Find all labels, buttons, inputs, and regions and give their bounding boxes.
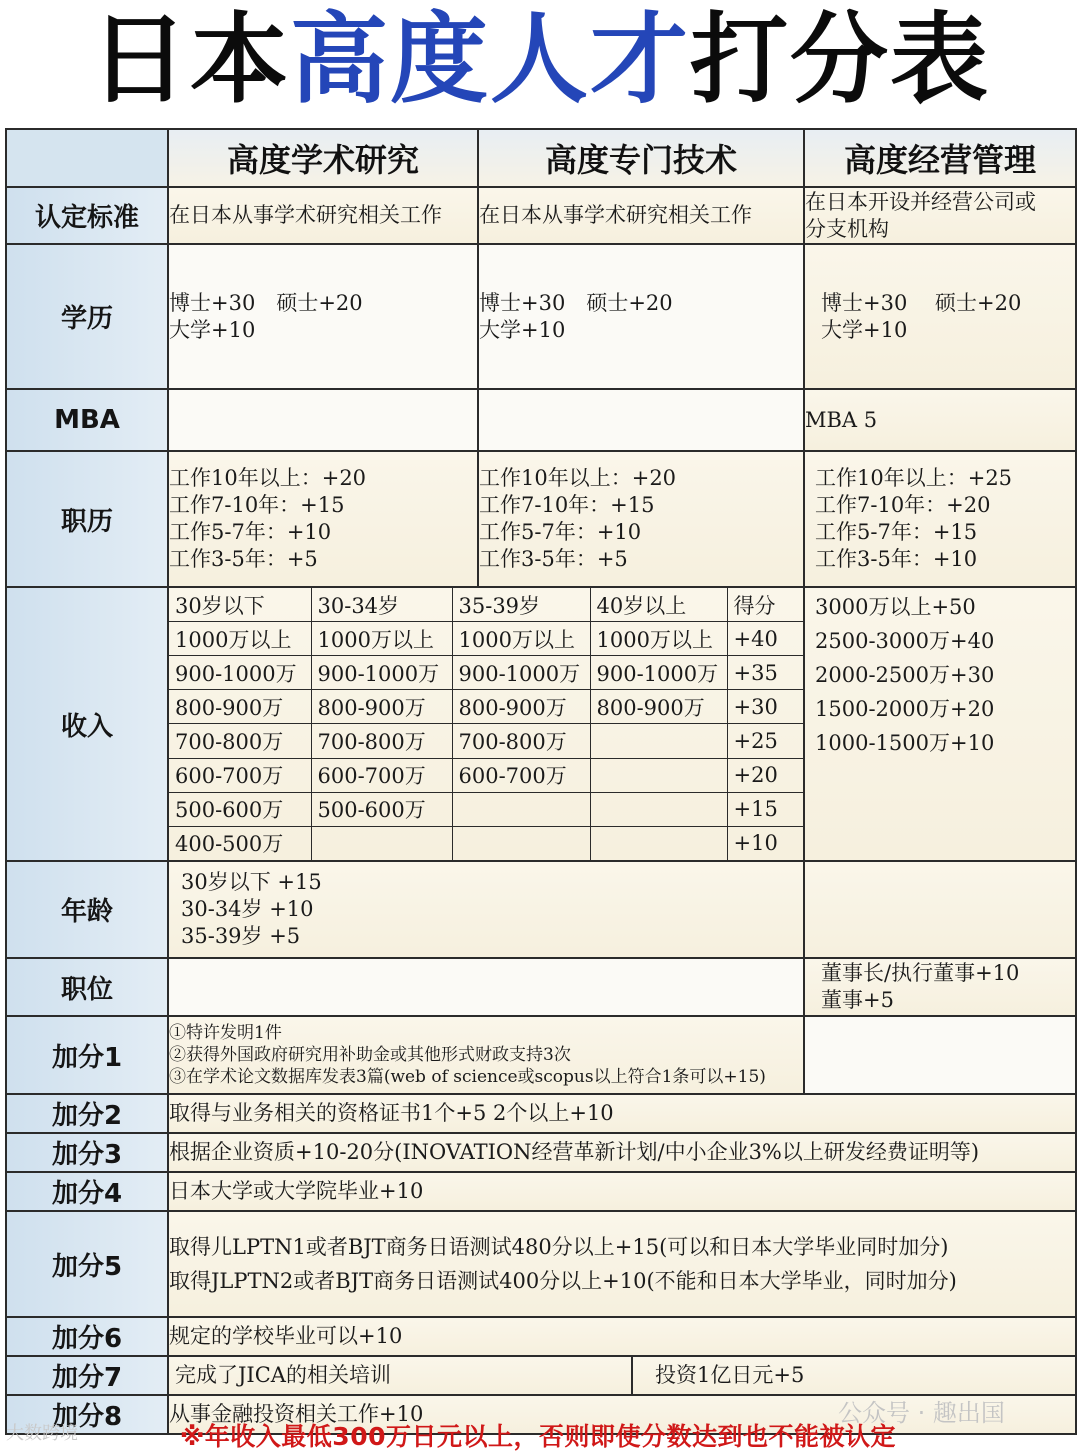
text-line: 博士+30 硕士+20	[169, 290, 363, 315]
income-management	[804, 587, 1076, 861]
career-academic	[168, 451, 478, 587]
text-line: 2500-3000万+40	[815, 629, 995, 653]
income-range-cell: 700-800万	[452, 724, 590, 758]
text-line: 35-39岁 +5	[181, 924, 301, 948]
mba-technical	[478, 389, 804, 451]
row-bonus1	[6, 1016, 1076, 1094]
income-range-cell	[590, 758, 727, 792]
position-empty	[168, 958, 804, 1016]
text-line: 工作3-5年：+5	[479, 547, 628, 571]
text-line: 董事+5	[821, 988, 894, 1012]
row-bonus5	[6, 1211, 1076, 1317]
income-range-cell: 900-1000万	[169, 656, 311, 690]
row-bonus3	[6, 1133, 1076, 1172]
income-management-list	[805, 588, 1075, 762]
text-line: 在日本开设并经营公司或	[805, 189, 1036, 214]
text-line: 取得儿LPTN1或者BJT商务日语测试480分以上+15(可以和日本大学毕业同时加分)	[169, 1235, 949, 1259]
row-mba	[6, 389, 1076, 451]
row-label-bonus1: 加分1	[6, 1016, 168, 1094]
income-range-cell	[311, 826, 452, 860]
income-score-cell: +15	[727, 792, 805, 826]
income-range-cell: 800-900万	[590, 690, 727, 724]
row-label-bonus2: 加分2	[6, 1094, 168, 1133]
income-range-cell: 600-700万	[169, 758, 311, 792]
col-header-management: 高度经营管理	[804, 129, 1076, 187]
income-row	[169, 656, 805, 690]
text-line: 1500-2000万+20	[815, 697, 995, 721]
mba-academic	[168, 389, 478, 451]
income-row	[169, 792, 805, 826]
row-label-education: 学历	[6, 244, 168, 389]
watermark-left: 大数跨境	[6, 1423, 78, 1444]
text-line: 大学+10	[479, 317, 566, 342]
text-line: 大学+10	[169, 317, 256, 342]
text-line: ③在学术论文数据库发表3篇(web of science或scopus以上符合1条可以+15)	[169, 1067, 766, 1087]
income-range-cell	[590, 724, 727, 758]
mba-management: MBA 5	[804, 389, 1076, 451]
bonus4-cell: 日本大学或大学院毕业+10	[168, 1172, 1076, 1211]
text-line: 董事长/执行董事+10	[821, 961, 1020, 985]
text-line: 工作10年以上：+25	[815, 466, 1013, 490]
row-criteria	[6, 187, 1076, 244]
income-range-cell: 600-700万	[452, 758, 590, 792]
bonus3-cell: 根据企业资质+10-20分(INOVATION经营革新计划/中小企业3%以上研发经费证明等)	[168, 1133, 1076, 1172]
bonus7-right: 投资1亿日元+5	[655, 1363, 805, 1387]
corner-cell	[6, 129, 168, 187]
text-line: 30岁以下 +15	[181, 870, 322, 894]
text-line: 30-34岁 +10	[181, 897, 314, 921]
row-label-bonus6: 加分6	[6, 1317, 168, 1356]
bonus2-cell: 取得与业务相关的资格证书1个+5 2个以上+10	[168, 1094, 1076, 1133]
text-line: 工作5-7年：+10	[479, 520, 642, 544]
row-label-bonus8: 加分8	[6, 1395, 168, 1434]
income-score-cell: +25	[727, 724, 805, 758]
text-line: 工作7-10年：+20	[815, 493, 991, 517]
income-score-cell: +10	[727, 826, 805, 860]
row-label-mba: MBA	[6, 389, 168, 451]
text-line: 博士+30 硕士+20	[821, 290, 1022, 315]
income-range-cell: 30-34岁	[311, 588, 452, 622]
row-label-bonus5: 加分5	[6, 1211, 168, 1317]
text-line: 工作3-5年：+5	[169, 547, 318, 571]
income-range-cell: 40岁以上	[590, 588, 727, 622]
row-bonus6	[6, 1317, 1076, 1356]
income-table	[169, 588, 805, 860]
income-range-cell	[452, 826, 590, 860]
row-label-age: 年龄	[6, 861, 168, 958]
text-line: 取得JLPTN2或者BJT商务日语测试400分以上+10(不能和日本大学毕业，同时加分)	[169, 1269, 957, 1293]
income-range-cell	[590, 826, 727, 860]
text-line: 工作7-10年：+15	[479, 493, 655, 517]
income-range-cell: 700-800万	[169, 724, 311, 758]
income-range-cell: 600-700万	[311, 758, 452, 792]
text-line: 工作10年以上：+20	[479, 466, 677, 490]
income-range-cell: 900-1000万	[311, 656, 452, 690]
score-table	[5, 128, 1077, 1435]
bonus7-split	[169, 1357, 1075, 1394]
income-range-cell: 30岁以下	[169, 588, 311, 622]
age-cell	[168, 861, 804, 958]
row-bonus7	[6, 1356, 1076, 1395]
income-range-cell: 900-1000万	[452, 656, 590, 690]
col-header-technical: 高度专门技术	[478, 129, 804, 187]
income-requirement-note: ※年收入最低300万日元以上，否则即使分数达到也不能被认定	[180, 1422, 896, 1451]
text-line: ②获得外国政府研究用补助金或其他形式财政支持3次	[169, 1045, 571, 1065]
income-range-cell: 1000万以上	[452, 622, 590, 656]
bonus7-cell	[168, 1356, 1076, 1395]
income-row	[169, 622, 805, 656]
title-part2: 高度人才	[289, 3, 690, 117]
criteria-management	[804, 187, 1076, 244]
row-label-bonus4: 加分4	[6, 1172, 168, 1211]
income-score-cell: +35	[727, 656, 805, 690]
row-education	[6, 244, 1076, 389]
income-row	[169, 724, 805, 758]
text-line: 工作10年以上：+20	[169, 466, 367, 490]
criteria-academic: 在日本从事学术研究相关工作	[168, 187, 478, 244]
income-range-cell: 500-600万	[169, 792, 311, 826]
age-management	[804, 861, 1076, 958]
income-range-cell	[452, 792, 590, 826]
text-line: 工作5-7年：+10	[169, 520, 332, 544]
income-score-cell: +40	[727, 622, 805, 656]
bonus8-cell: 从事金融投资相关工作+10	[168, 1395, 1076, 1434]
text-line: 2000-2500万+30	[815, 663, 995, 687]
education-technical	[478, 244, 804, 389]
income-range-cell: 500-600万	[311, 792, 452, 826]
text-line: 工作5-7年：+15	[815, 520, 978, 544]
row-bonus2	[6, 1094, 1076, 1133]
text-line: 1000-1500万+10	[815, 731, 995, 755]
row-age	[6, 861, 1076, 958]
row-bonus4	[6, 1172, 1076, 1211]
row-label-bonus7: 加分7	[6, 1356, 168, 1395]
footer	[0, 1399, 1080, 1453]
text-line: 大学+10	[821, 317, 908, 342]
text-line: 工作3-5年：+10	[815, 547, 978, 571]
income-score-cell: 得分	[727, 588, 805, 622]
text-line: 工作7-10年：+15	[169, 493, 345, 517]
income-range-cell: 1000万以上	[590, 622, 727, 656]
income-row	[169, 758, 805, 792]
income-range-cell	[590, 792, 727, 826]
row-label-income: 收入	[6, 587, 168, 861]
career-technical	[478, 451, 804, 587]
row-label-bonus3: 加分3	[6, 1133, 168, 1172]
text-line: 3000万以上+50	[815, 595, 976, 619]
income-range-cell: 800-900万	[452, 690, 590, 724]
income-range-cell: 400-500万	[169, 826, 311, 860]
row-label-criteria: 认定标准	[6, 187, 168, 244]
income-header-row	[169, 588, 805, 622]
text-line: ①特许发明1件	[169, 1023, 282, 1043]
bonus1-management	[804, 1016, 1076, 1094]
row-career	[6, 451, 1076, 587]
income-row	[169, 690, 805, 724]
criteria-technical: 在日本从事学术研究相关工作	[478, 187, 804, 244]
page-title	[0, 0, 1080, 128]
income-table-cell	[168, 587, 804, 861]
text-line: 分支机构	[805, 216, 889, 241]
row-label-position: 职位	[6, 958, 168, 1016]
income-range-cell: 700-800万	[311, 724, 452, 758]
bonus5-cell	[168, 1211, 1076, 1317]
income-range-cell: 35-39岁	[452, 588, 590, 622]
income-score-cell: +20	[727, 758, 805, 792]
income-range-cell: 900-1000万	[590, 656, 727, 690]
education-management	[804, 244, 1076, 389]
row-position	[6, 958, 1076, 1016]
bonus6-cell: 规定的学校毕业可以+10	[168, 1317, 1076, 1356]
career-management	[804, 451, 1076, 587]
row-label-career: 职历	[6, 451, 168, 587]
col-header-academic: 高度学术研究	[168, 129, 478, 187]
watermark-right: 公众号 · 趣出国	[838, 1399, 1005, 1427]
text-line: 博士+30 硕士+20	[479, 290, 673, 315]
income-range-cell: 1000万以上	[311, 622, 452, 656]
income-row	[169, 826, 805, 860]
income-range-cell: 1000万以上	[169, 622, 311, 656]
position-management	[804, 958, 1076, 1016]
bonus7-left: 完成了JICA的相关培训	[169, 1357, 633, 1394]
title-part3: 打分表	[690, 3, 991, 117]
bonus1-cell	[168, 1016, 804, 1094]
row-income	[6, 587, 1076, 861]
education-academic	[168, 244, 478, 389]
income-score-cell: +30	[727, 690, 805, 724]
title-part1: 日本	[89, 3, 290, 117]
income-range-cell: 800-900万	[311, 690, 452, 724]
income-range-cell: 800-900万	[169, 690, 311, 724]
header-row	[6, 129, 1076, 187]
